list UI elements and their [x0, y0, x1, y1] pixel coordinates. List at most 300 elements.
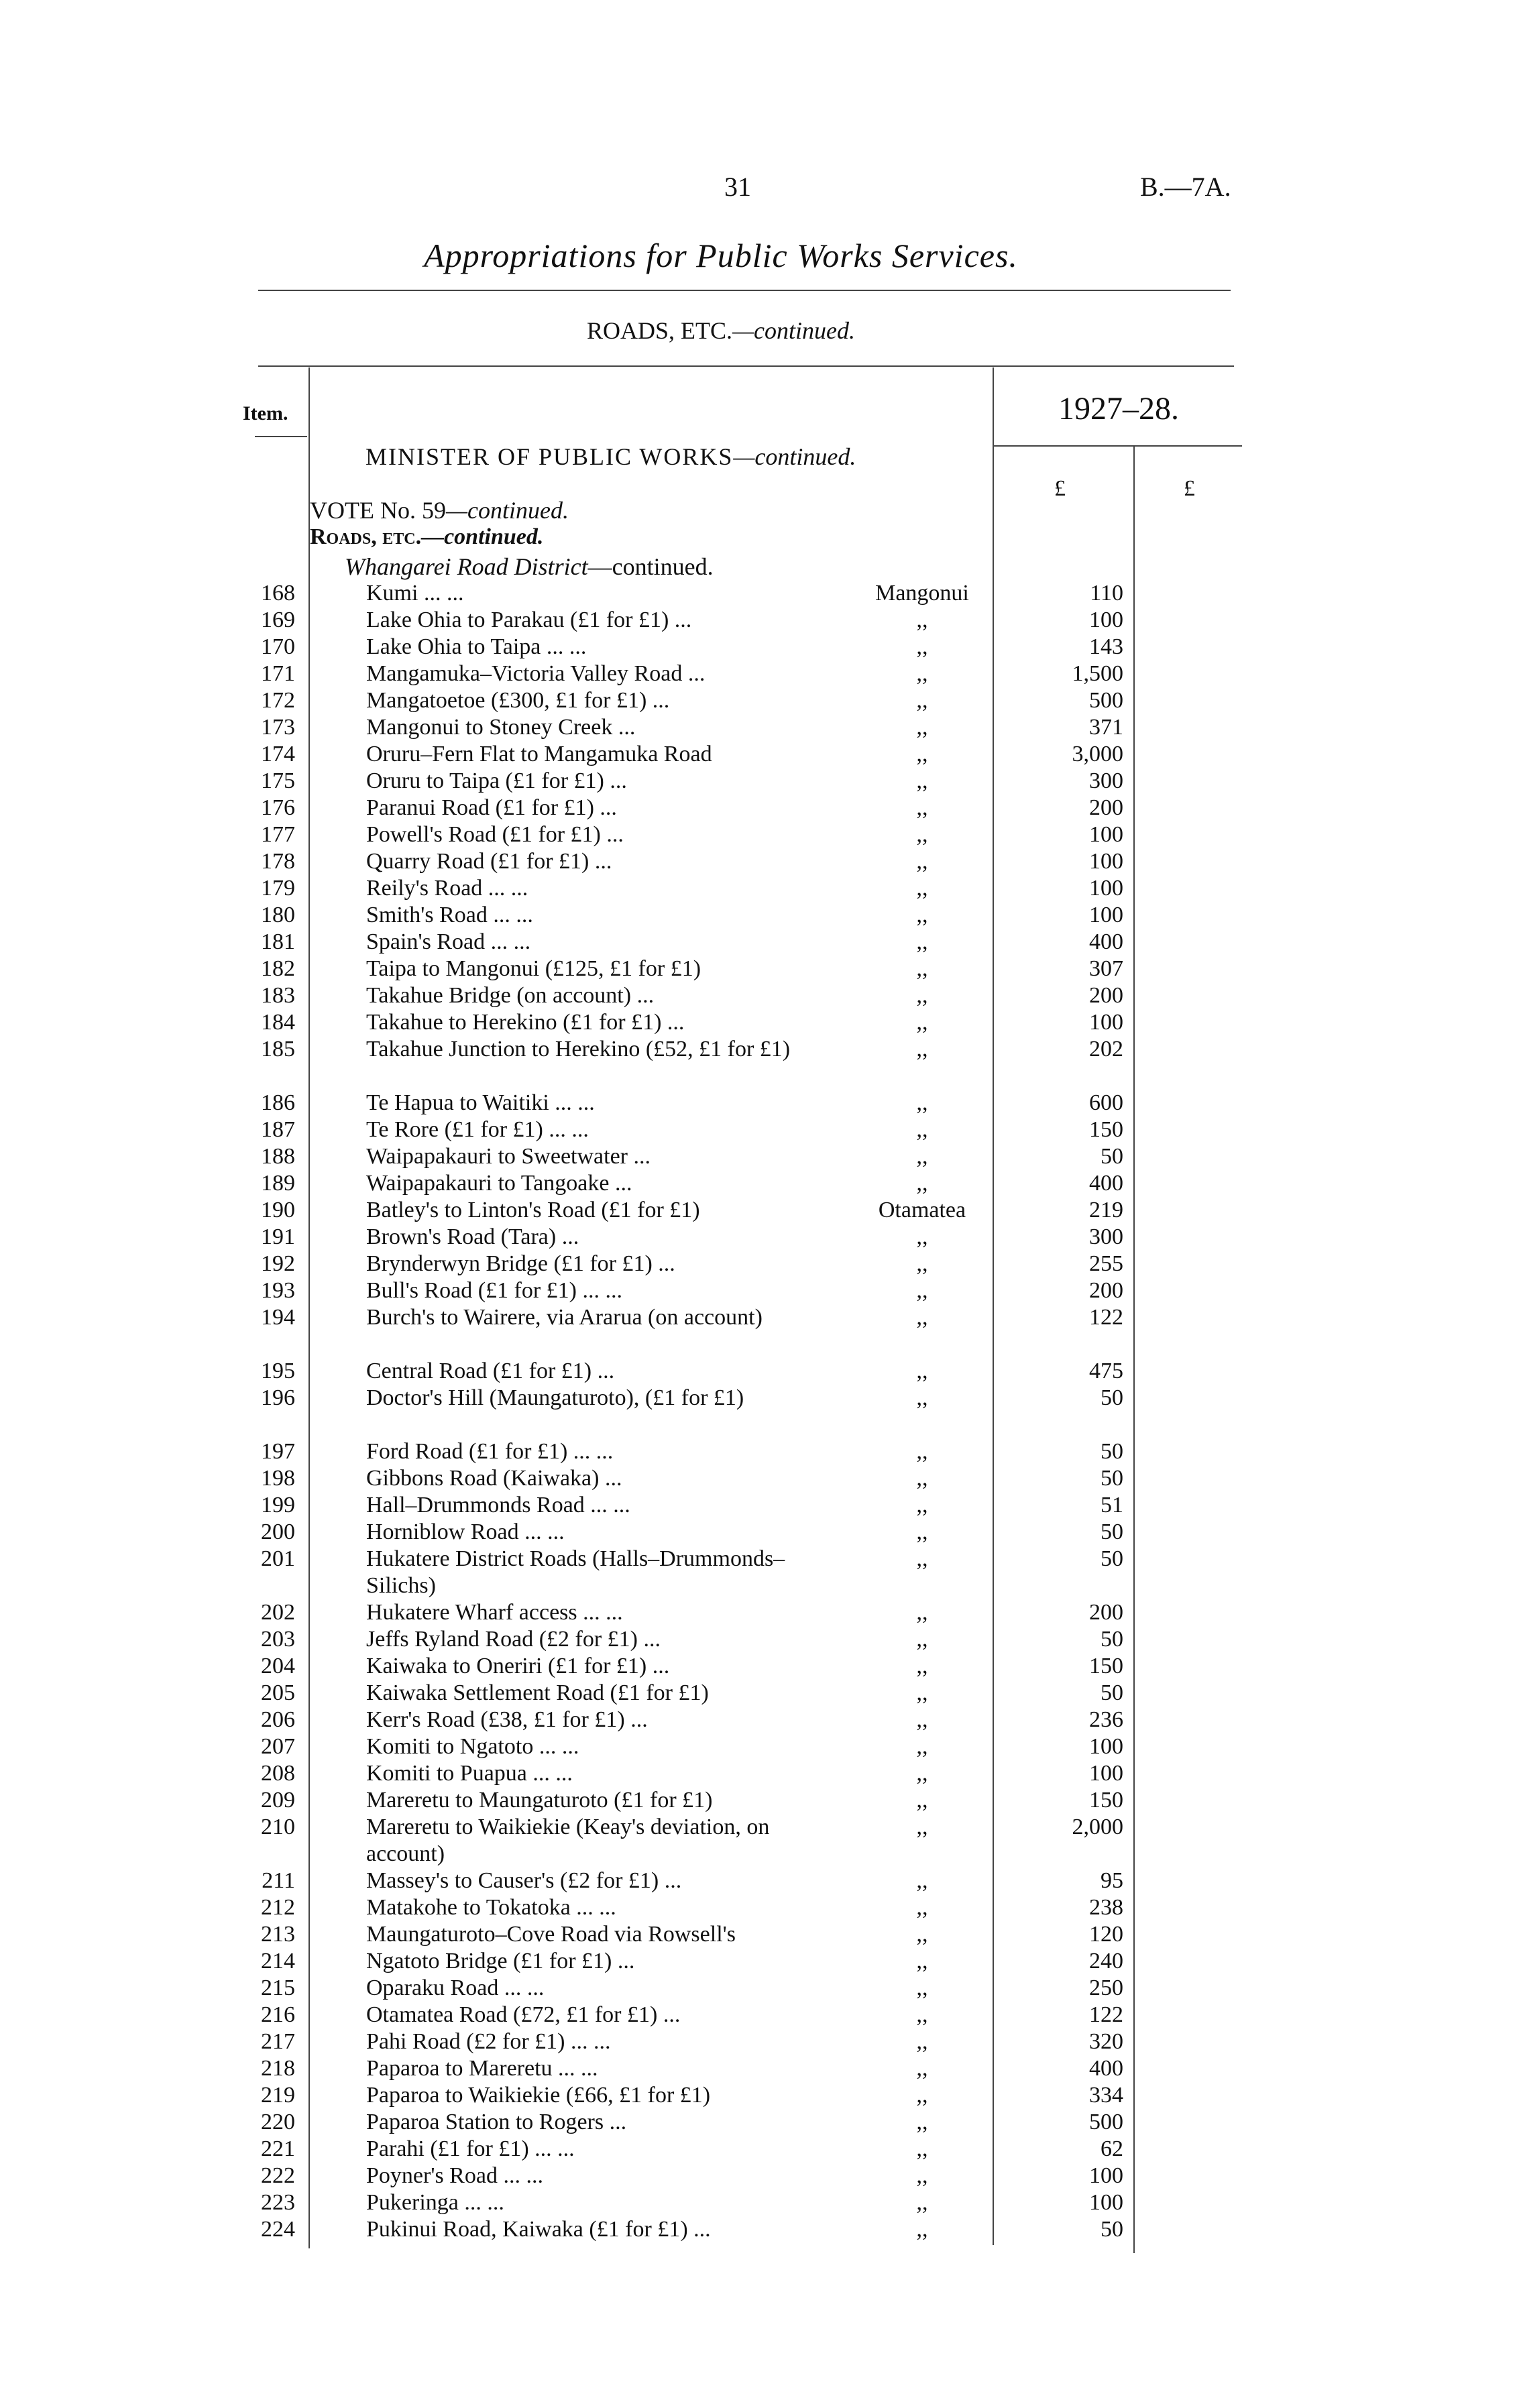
amount: 320	[1089, 2029, 1123, 2054]
amount: 200	[1089, 1278, 1123, 1303]
amount: 50	[1101, 1627, 1123, 1652]
table-row	[0, 2109, 1521, 2136]
amount: 100	[1089, 903, 1123, 927]
vote-heading	[310, 496, 569, 524]
road-name: Lake Ohia to Parakau (£1 for £1) ...	[366, 608, 692, 632]
amount: 200	[1089, 983, 1123, 1008]
amount: 100	[1089, 608, 1123, 632]
amount: 50	[1101, 1546, 1123, 1571]
item-number: 168	[261, 581, 295, 606]
amount: 300	[1089, 1224, 1123, 1249]
amount: 100	[1089, 2190, 1123, 2215]
road-district: ,,	[916, 795, 928, 820]
amount: 307	[1089, 956, 1123, 981]
road-name: Batley's to Linton's Road (£1 for £1)	[366, 1198, 700, 1222]
year-column-header: 1927–28.	[1058, 391, 1179, 426]
table-row	[0, 2136, 1521, 2163]
road-district: ,,	[916, 742, 928, 766]
road-name: Burch's to Wairere, via Ararua (on account)	[366, 1305, 763, 1330]
item-number: 198	[261, 1466, 295, 1491]
road-district: ,,	[916, 1466, 928, 1491]
table-row	[0, 2082, 1521, 2109]
road-name: Oruru to Taipa (£1 for £1) ...	[366, 768, 627, 793]
item-number: 181	[261, 929, 295, 954]
road-name: Mangonui to Stoney Creek ...	[366, 715, 636, 740]
road-name: Massey's to Causer's (£2 for £1) ...	[366, 1868, 682, 1893]
table-row	[0, 1599, 1521, 1626]
table-row	[0, 1090, 1521, 1116]
amount: 240	[1089, 1949, 1123, 1973]
district-heading	[345, 553, 714, 581]
table-row	[0, 1626, 1521, 1653]
road-district: ,,	[916, 1654, 928, 1678]
section-suffix: —continued.	[732, 317, 855, 344]
year-header-underline	[994, 445, 1242, 447]
road-district: ,,	[916, 1439, 928, 1464]
road-district: ,,	[916, 903, 928, 927]
road-district: ,,	[916, 688, 928, 713]
road-name: Waipapakauri to Sweetwater ...	[366, 1144, 651, 1169]
road-name: Spain's Road ... ...	[366, 929, 531, 954]
road-district: ,,	[916, 768, 928, 793]
item-number: 185	[261, 1037, 295, 1062]
amount: 50	[1101, 1520, 1123, 1544]
table-row	[0, 1358, 1521, 1385]
amount: 50	[1101, 1439, 1123, 1464]
table-row	[0, 741, 1521, 768]
road-name: Ngatoto Bridge (£1 for £1) ...	[366, 1949, 635, 1973]
table-row	[0, 714, 1521, 741]
item-number: 220	[261, 2110, 295, 2134]
road-name: Lake Ohia to Taipa ... ...	[366, 634, 587, 659]
section-main: ROADS, ETC.	[586, 317, 733, 344]
road-district: ,,	[916, 1761, 928, 1786]
road-name: Mareretu to Maungaturoto (£1 for £1)	[366, 1788, 713, 1813]
amount: 100	[1089, 876, 1123, 901]
road-name: Takahue Bridge (on account) ...	[366, 983, 655, 1008]
item-column-header: Item.	[243, 402, 288, 424]
amount: 100	[1089, 1761, 1123, 1786]
item-number: 213	[261, 1922, 295, 1947]
item-number: 179	[261, 876, 295, 901]
table-row	[0, 1975, 1521, 2002]
item-number: 177	[261, 822, 295, 847]
item-number: 195	[261, 1359, 295, 1383]
road-district: ,,	[916, 822, 928, 847]
road-district: ,,	[916, 1224, 928, 1249]
table-row	[0, 1492, 1521, 1519]
road-name: Kerr's Road (£38, £1 for £1) ...	[366, 1707, 648, 1732]
table-row	[0, 687, 1521, 714]
road-name: Paranui Road (£1 for £1) ...	[366, 795, 617, 820]
road-name: Reily's Road ... ...	[366, 876, 528, 901]
table-row	[0, 1760, 1521, 1787]
page-title: Appropriations for Public Works Services.	[424, 237, 1018, 274]
road-district: ,,	[916, 634, 928, 659]
road-district: ,,	[916, 929, 928, 954]
amount: 62	[1101, 2136, 1123, 2161]
road-district: ,,	[916, 1868, 928, 1893]
table-top-rule	[258, 365, 1234, 367]
amount: 150	[1089, 1654, 1123, 1678]
amount: 51	[1101, 1493, 1123, 1517]
amount: 100	[1089, 1734, 1123, 1759]
table-row	[0, 2002, 1521, 2028]
road-name: Central Road (£1 for £1) ...	[366, 1359, 615, 1383]
road-district: ,,	[916, 2083, 928, 2108]
table-row	[0, 1224, 1521, 1251]
amount: 3,000	[1072, 742, 1123, 766]
road-district: ,,	[916, 1680, 928, 1705]
amount: 200	[1089, 795, 1123, 820]
road-name: Doctor's Hill (Maungaturoto), (£1 for £1)	[366, 1385, 744, 1410]
item-number: 205	[261, 1680, 295, 1705]
amount: 500	[1089, 2110, 1123, 2134]
item-number: 200	[261, 1520, 295, 1544]
item-number: 188	[261, 1144, 295, 1169]
road-name: Paparoa Station to Rogers ...	[366, 2110, 627, 2134]
title-rule	[258, 290, 1231, 291]
road-district: ,,	[916, 1359, 928, 1383]
table-row	[0, 2189, 1521, 2216]
item-number: 183	[261, 983, 295, 1008]
amount: 95	[1101, 1868, 1123, 1893]
road-district: ,,	[916, 608, 928, 632]
item-number: 204	[261, 1654, 295, 1678]
road-district: ,,	[916, 2110, 928, 2134]
amount: 50	[1101, 1466, 1123, 1491]
table-row	[0, 1036, 1521, 1090]
amount: 300	[1089, 768, 1123, 793]
table-row	[0, 1251, 1521, 1277]
item-number: 180	[261, 903, 295, 927]
district-suffix: —continued.	[587, 553, 714, 580]
table-row	[0, 580, 1521, 607]
item-number: 212	[261, 1895, 295, 1920]
roads-heading	[310, 524, 543, 550]
road-district: ,,	[916, 876, 928, 901]
table-row	[0, 2028, 1521, 2055]
item-number: 187	[261, 1117, 295, 1142]
item-number: 178	[261, 849, 295, 874]
table-row	[0, 1868, 1521, 1894]
road-district: ,,	[916, 715, 928, 740]
item-number: 176	[261, 795, 295, 820]
item-number: 211	[262, 1868, 295, 1893]
item-number: 171	[261, 661, 295, 686]
amount: 100	[1089, 849, 1123, 874]
item-number: 170	[261, 634, 295, 659]
amount: 600	[1089, 1090, 1123, 1115]
item-number: 207	[261, 1734, 295, 1759]
road-name: Oparaku Road ... ...	[366, 1975, 545, 2000]
table-row	[0, 1438, 1521, 1465]
amount: 100	[1089, 2163, 1123, 2188]
road-district: ,,	[916, 2056, 928, 2081]
roads-title: Roads, etc.	[310, 524, 422, 549]
road-name: Hukatere Wharf access ... ...	[366, 1600, 623, 1625]
table-row	[0, 795, 1521, 821]
item-number: 186	[261, 1090, 295, 1115]
table-row	[0, 607, 1521, 634]
table-row	[0, 2163, 1521, 2189]
table-row	[0, 1707, 1521, 1733]
road-name: Smith's Road ... ...	[366, 903, 533, 927]
table-row	[0, 1653, 1521, 1680]
road-district: Otamatea	[878, 1198, 966, 1222]
road-district: ,,	[916, 1975, 928, 2000]
road-district: ,,	[916, 849, 928, 874]
item-number: 209	[261, 1788, 295, 1813]
amount: 250	[1089, 1975, 1123, 2000]
road-name: Kumi ... ...	[366, 581, 464, 606]
page-number: 31	[724, 172, 751, 202]
amount: 400	[1089, 929, 1123, 954]
road-name: Hukatere District Roads (Halls–Drummonds–Silichs)	[366, 1546, 785, 1598]
section-heading	[0, 317, 1442, 345]
table-row	[0, 634, 1521, 661]
road-district: ,,	[916, 1144, 928, 1169]
item-number: 191	[261, 1224, 295, 1249]
item-number: 216	[261, 2002, 295, 2027]
roads-suffix: —continued.	[421, 524, 544, 549]
road-name: Hall–Drummonds Road ... ...	[366, 1493, 630, 1517]
appropriation-rows	[0, 580, 1521, 2243]
item-number: 206	[261, 1707, 295, 1732]
table-row	[0, 956, 1521, 982]
item-number: 215	[261, 1975, 295, 2000]
table-row	[0, 661, 1521, 687]
road-district: ,,	[916, 1922, 928, 1947]
table-row	[0, 1948, 1521, 1975]
amount: 202	[1089, 1037, 1123, 1062]
item-number: 219	[261, 2083, 295, 2108]
item-number: 201	[261, 1546, 295, 1571]
road-name: Kaiwaka to Oneriri (£1 for £1) ...	[366, 1654, 670, 1678]
road-name: Waipapakauri to Tangoake ...	[366, 1171, 632, 1196]
minister-heading	[365, 443, 856, 471]
item-number: 175	[261, 768, 295, 793]
road-name: Mangatoetoe (£300, £1 for £1) ...	[366, 688, 670, 713]
amount: 50	[1101, 1144, 1123, 1169]
table-row	[0, 2216, 1521, 2243]
road-district: ,,	[916, 1546, 928, 1571]
amount: 150	[1089, 1788, 1123, 1813]
road-name: Mangamuka–Victoria Valley Road ...	[366, 661, 706, 686]
table-row	[0, 1385, 1521, 1438]
road-name: Matakohe to Tokatoka ... ...	[366, 1895, 616, 1920]
amount: 255	[1089, 1251, 1123, 1276]
item-number: 221	[261, 2136, 295, 2161]
road-name: Te Rore (£1 for £1) ... ...	[366, 1117, 589, 1142]
item-number: 199	[261, 1493, 295, 1517]
table-row	[0, 1277, 1521, 1304]
amount: 475	[1089, 1359, 1123, 1383]
road-district: ,,	[916, 2163, 928, 2188]
road-name: Takahue to Herekino (£1 for £1) ...	[366, 1010, 685, 1035]
road-name: Jeffs Ryland Road (£2 for £1) ...	[366, 1627, 661, 1652]
amount: 50	[1101, 1385, 1123, 1410]
road-name: Pukinui Road, Kaiwaka (£1 for £1) ...	[366, 2217, 711, 2242]
road-district: ,,	[916, 2217, 928, 2242]
table-row	[0, 1170, 1521, 1197]
road-district: ,,	[916, 1251, 928, 1276]
amount: 400	[1089, 1171, 1123, 1196]
item-number: 190	[261, 1198, 295, 1222]
road-name: Ford Road (£1 for £1) ... ...	[366, 1439, 614, 1464]
amount: 236	[1089, 1707, 1123, 1732]
item-number: 218	[261, 2056, 295, 2081]
amount: 400	[1089, 2056, 1123, 2081]
road-district: ,,	[916, 956, 928, 981]
table-row	[0, 1680, 1521, 1707]
amount: 150	[1089, 1117, 1123, 1142]
item-number: 174	[261, 742, 295, 766]
item-number: 222	[261, 2163, 295, 2188]
table-row	[0, 1814, 1521, 1868]
item-number: 197	[261, 1439, 295, 1464]
road-district: ,,	[916, 2136, 928, 2161]
item-number: 193	[261, 1278, 295, 1303]
amount: 143	[1089, 634, 1123, 659]
road-name: Pahi Road (£2 for £1) ... ...	[366, 2029, 611, 2054]
road-district: ,,	[916, 1734, 928, 1759]
road-district: ,,	[916, 1171, 928, 1196]
district-title: Whangarei Road District	[345, 553, 588, 580]
table-row	[0, 1116, 1521, 1143]
item-number: 169	[261, 608, 295, 632]
table-row	[0, 1197, 1521, 1224]
road-name: Bull's Road (£1 for £1) ... ...	[366, 1278, 622, 1303]
road-district: ,,	[916, 2002, 928, 2027]
road-district: ,,	[916, 1707, 928, 1732]
item-number: 202	[261, 1600, 295, 1625]
item-number: 182	[261, 956, 295, 981]
road-name: Horniblow Road ... ...	[366, 1520, 565, 1544]
road-name: Powell's Road (£1 for £1) ...	[366, 822, 624, 847]
vote-suffix: —continued.	[445, 497, 569, 524]
road-name: Gibbons Road (Kaiwaka) ...	[366, 1466, 622, 1491]
table-row	[0, 821, 1521, 848]
currency-header-2: £	[1184, 476, 1195, 501]
table-row	[0, 2055, 1521, 2082]
amount: 100	[1089, 822, 1123, 847]
table-row	[0, 1921, 1521, 1948]
road-district: ,,	[916, 983, 928, 1008]
table-row	[0, 1546, 1521, 1599]
road-name: Oruru–Fern Flat to Mangamuka Road	[366, 742, 712, 766]
road-name: Pukeringa ... ...	[366, 2190, 504, 2215]
table-row	[0, 1894, 1521, 1921]
table-row	[0, 1733, 1521, 1760]
road-district: ,,	[916, 1278, 928, 1303]
item-number: 196	[261, 1385, 295, 1410]
road-district: ,,	[916, 1090, 928, 1115]
amount: 2,000	[1072, 1815, 1123, 1839]
table-row	[0, 1143, 1521, 1170]
road-name: Komiti to Ngatoto ... ...	[366, 1734, 579, 1759]
table-row	[0, 982, 1521, 1009]
road-district: ,,	[916, 1815, 928, 1839]
road-name: Kaiwaka Settlement Road (£1 for £1)	[366, 1680, 709, 1705]
item-number: 194	[261, 1305, 295, 1330]
road-district: ,,	[916, 2029, 928, 2054]
road-district: ,,	[916, 1949, 928, 1973]
amount: 120	[1089, 1922, 1123, 1947]
road-name: Paparoa to Waikiekie (£66, £1 for £1)	[366, 2083, 711, 2108]
amount: 238	[1089, 1895, 1123, 1920]
table-row	[0, 848, 1521, 875]
road-name: Komiti to Puapua ... ...	[366, 1761, 573, 1786]
item-number: 172	[261, 688, 295, 713]
amount: 219	[1089, 1198, 1123, 1222]
road-district: ,,	[916, 1788, 928, 1813]
road-district: ,,	[916, 2190, 928, 2215]
road-name: Takahue Junction to Herekino (£52, £1 for £1)	[366, 1037, 791, 1062]
road-name: Brynderwyn Bridge (£1 for £1) ...	[366, 1251, 675, 1276]
amount: 50	[1101, 1680, 1123, 1705]
item-number: 189	[261, 1171, 295, 1196]
amount: 100	[1089, 1010, 1123, 1035]
minister-title: MINISTER OF PUBLIC WORKS	[365, 443, 734, 470]
table-row	[0, 1465, 1521, 1492]
amount: 1,500	[1072, 661, 1123, 686]
road-name: Mareretu to Waikiekie (Keay's deviation, on account)	[366, 1815, 770, 1866]
road-district: ,,	[916, 1037, 928, 1062]
table-row	[0, 768, 1521, 795]
amount: 110	[1090, 581, 1123, 606]
road-district: ,,	[916, 1117, 928, 1142]
road-district: ,,	[916, 1385, 928, 1410]
road-name: Parahi (£1 for £1) ... ...	[366, 2136, 575, 2161]
table-row	[0, 929, 1521, 956]
table-row	[0, 1787, 1521, 1814]
road-district: ,,	[916, 1895, 928, 1920]
amount: 122	[1089, 2002, 1123, 2027]
road-name: Brown's Road (Tara) ...	[366, 1224, 579, 1249]
amount: 200	[1089, 1600, 1123, 1625]
item-number: 184	[261, 1010, 295, 1035]
road-district: ,,	[916, 1305, 928, 1330]
item-number: 208	[261, 1761, 295, 1786]
document-reference: B.—7A.	[1140, 172, 1231, 202]
road-name: Paparoa to Mareretu ... ...	[366, 2056, 598, 2081]
road-name: Poyner's Road ... ...	[366, 2163, 543, 2188]
amount: 50	[1101, 2217, 1123, 2242]
item-number: 224	[261, 2217, 295, 2242]
item-number: 192	[261, 1251, 295, 1276]
table-row	[0, 1304, 1521, 1358]
item-number: 210	[261, 1815, 295, 1839]
item-number: 217	[261, 2029, 295, 2054]
road-district: ,,	[916, 661, 928, 686]
item-header-underline	[255, 436, 307, 437]
table-row	[0, 875, 1521, 902]
road-district: ,,	[916, 1520, 928, 1544]
vote-title: VOTE No. 59	[310, 497, 446, 524]
road-name: Quarry Road (£1 for £1) ...	[366, 849, 612, 874]
road-name: Taipa to Mangonui (£125, £1 for £1)	[366, 956, 701, 981]
road-district: ,,	[916, 1600, 928, 1625]
road-district: Mangonui	[875, 581, 969, 606]
table-row	[0, 902, 1521, 929]
road-name: Otamatea Road (£72, £1 for £1) ...	[366, 2002, 681, 2027]
road-district: ,,	[916, 1627, 928, 1652]
table-row	[0, 1009, 1521, 1036]
amount: 122	[1089, 1305, 1123, 1330]
minister-suffix: —continued.	[733, 443, 856, 470]
currency-header-1: £	[1054, 476, 1066, 501]
